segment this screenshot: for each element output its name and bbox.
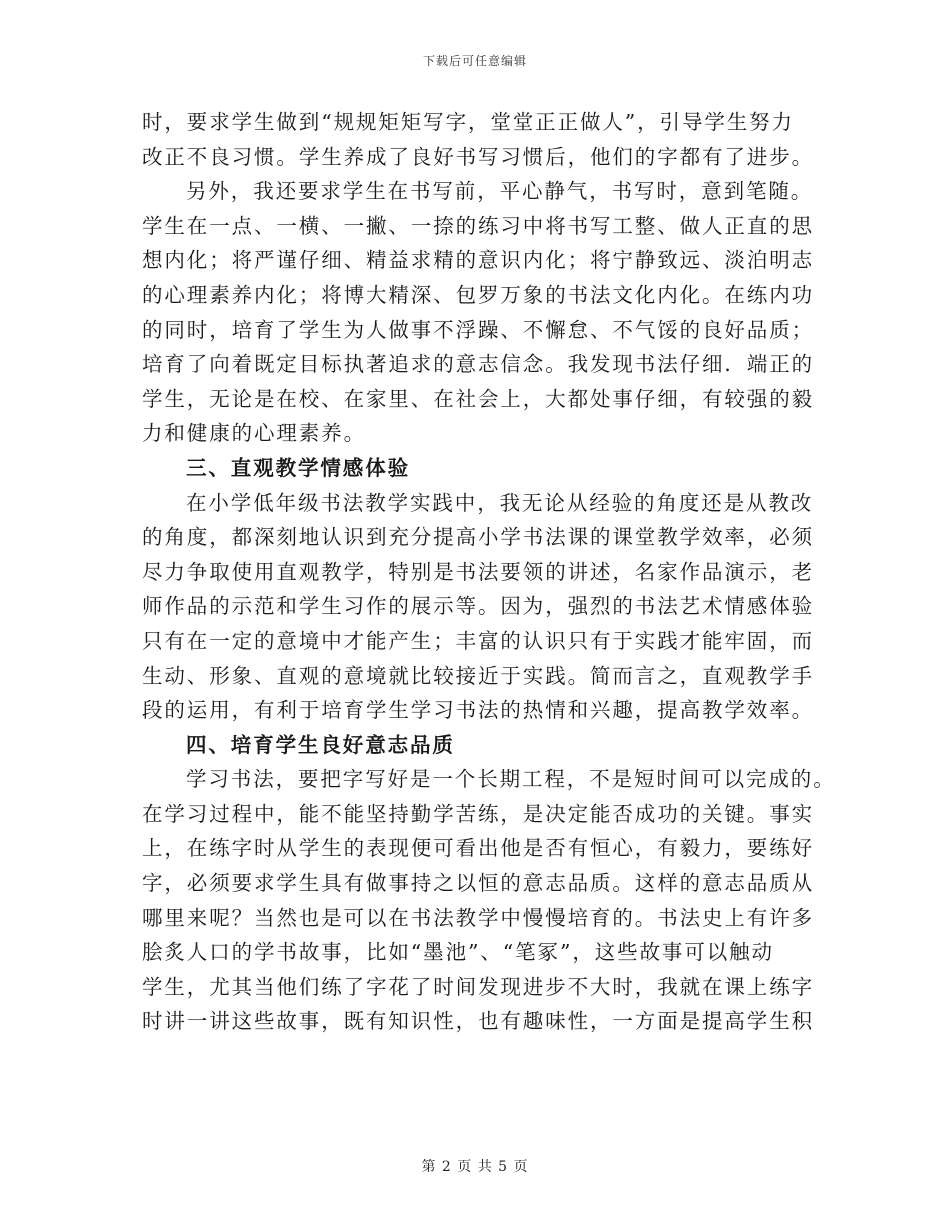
text-line: 字，必须要求学生具有做事持之以恒的意志品质。这样的意志品质从 xyxy=(142,871,814,896)
page-header: 下载后可任意编辑 xyxy=(422,54,527,68)
text-line: 另外，我还要求学生在书写前，平心静气，书写时，意到笔随。 xyxy=(186,179,814,204)
text-line: 的心理素养内化；将博大精深、包罗万象的书法文化内化。在练内功 xyxy=(142,282,814,307)
text-line: 学生在一点、一横、一撇、一捺的练习中将书写工整、做人正直的思 xyxy=(142,213,814,238)
text-line: 段的运用，有利于培育学生学习书法的热情和兴趣，提高教学效率。 xyxy=(142,698,814,723)
text-line: 培育了向着既定目标执著追求的意志信念。我发现书法仔细．端正的 xyxy=(142,352,814,377)
text-line: 上，在练字时从学生的表现便可看出他是否有恒心，有毅力，要练好 xyxy=(142,836,814,861)
text-line: 哪里来呢？当然也是可以在书法教学中慢慢培育的。书法史上有许多 xyxy=(142,905,814,930)
text-line: 想内化；将严谨仔细、精益求精的意识内化；将宁静致远、淡泊明志 xyxy=(142,248,814,273)
section-heading: 三、直观教学情感体验 xyxy=(186,455,410,480)
text-line: 改正不良习惯。学生养成了良好书写习惯后，他们的字都有了进步。 xyxy=(142,144,814,169)
text-line: 力和健康的心理素养。 xyxy=(142,421,366,446)
text-line: 只有在一定的意境中才能产生；丰富的认识只有于实践才能牢固，而 xyxy=(142,628,814,653)
section-heading: 四、培育学生良好意志品质 xyxy=(186,732,455,757)
text-line: 脍炙人口的学书故事，比如“墨池”、“笔冢”，这些故事可以触动 xyxy=(142,940,774,965)
text-line: 时讲一讲这些故事，既有知识性，也有趣味性，一方面是提高学生积 xyxy=(142,1009,814,1034)
text-line: 生动、形象、直观的意境就比较接近于实践。简而言之，直观教学手 xyxy=(142,663,814,688)
text-line: 师作品的示范和学生习作的展示等。因为，强烈的书法艺术情感体验 xyxy=(142,594,814,619)
text-line: 的同时，培育了学生为人做事不浮躁、不懈怠、不气馁的良好品质； xyxy=(142,317,814,342)
text-line: 在学习过程中，能不能坚持勤学苦练，是决定能否成功的关键。事实 xyxy=(142,801,814,826)
text-line: 学生，尤其当他们练了字花了时间发现进步不大时，我就在课上练字 xyxy=(142,974,814,999)
text-line: 学习书法，要把字写好是一个长期工程，不是短时间可以完成的。 xyxy=(186,767,836,792)
text-line: 的角度，都深刻地认识到充分提高小学书法课的课堂教学效率，必须 xyxy=(142,525,814,550)
text-line: 学生，无论是在校、在家里、在社会上，大都处事仔细，有较强的毅 xyxy=(142,386,814,411)
page-footer: 第 2 页 共 5 页 xyxy=(421,1159,529,1175)
text-line: 在小学低年级书法教学实践中，我无论从经验的角度还是从教改 xyxy=(186,490,814,515)
document-body xyxy=(142,105,836,1039)
text-line: 尽力争取使用直观教学，特别是书法要领的讲述，名家作品演示，老 xyxy=(142,559,814,584)
text-line: 时，要求学生做到“规规矩矩写字，堂堂正正做人”，引导学生努力 xyxy=(142,110,794,134)
